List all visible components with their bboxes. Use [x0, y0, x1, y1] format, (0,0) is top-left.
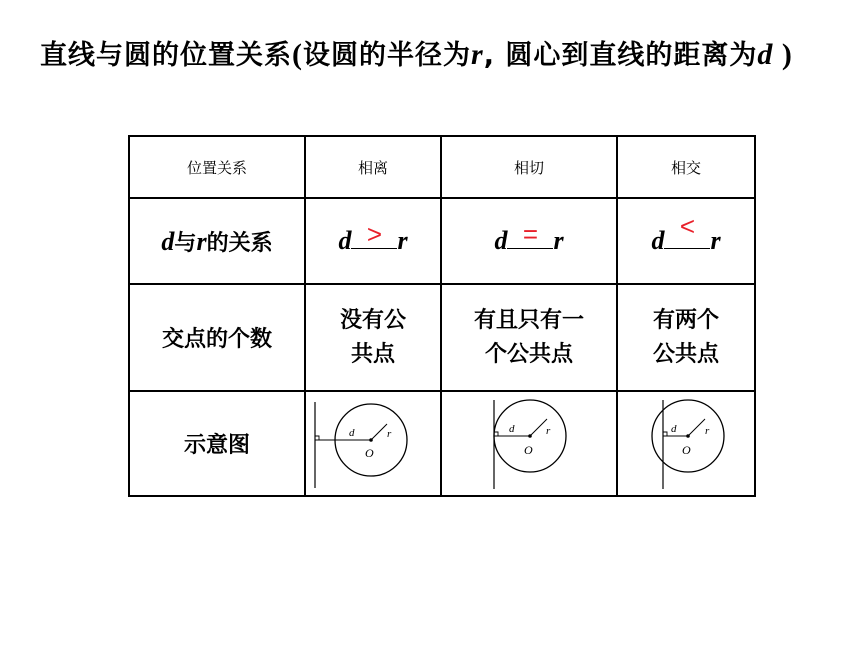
- diagram-separate: [307, 392, 439, 491]
- header-intersect: 相交: [617, 136, 755, 198]
- symbol-equal: =: [522, 219, 539, 249]
- svg-text:r: r: [387, 428, 392, 440]
- svg-text:r: r: [546, 425, 551, 437]
- relation-row: [129, 198, 755, 284]
- svg-text:d: d: [509, 423, 515, 435]
- diagram-row: [129, 391, 755, 496]
- position-relation-table: [128, 135, 756, 497]
- svg-text:O: O: [524, 443, 533, 457]
- symbol-less: <: [679, 211, 696, 241]
- relation-cell-separate: d > r: [305, 198, 441, 284]
- title-text-2: 设圆的半径为: [303, 40, 471, 71]
- title-var-d: d: [757, 38, 774, 71]
- intersection-cell-tangent: 有且只有一 个公共点: [441, 284, 617, 391]
- header-separate: 相离: [305, 136, 441, 198]
- table-header-row: [129, 136, 755, 198]
- svg-text:d: d: [349, 427, 355, 439]
- title-paren-close: ): [773, 38, 793, 71]
- intersection-row-label: 交点的个数: [129, 284, 305, 391]
- diagram-intersect: [619, 392, 753, 491]
- diagram-row-label: 示意图: [129, 391, 305, 496]
- diagram-cell-separate: [305, 391, 441, 496]
- relation-row-label: d与r的关系: [129, 198, 305, 284]
- diagram-cell-tangent: [441, 391, 617, 496]
- svg-text:d: d: [671, 423, 677, 435]
- intersection-row: [129, 284, 755, 391]
- header-position: 位置关系: [129, 136, 305, 198]
- symbol-greater: >: [366, 219, 383, 249]
- title-var-r: r: [471, 38, 484, 71]
- title-paren-open: (: [292, 38, 303, 71]
- header-tangent: 相切: [441, 136, 617, 198]
- relation-cell-intersect: d < r: [617, 198, 755, 284]
- relation-cell-tangent: d = r: [441, 198, 617, 284]
- diagram-tangent: [443, 392, 615, 491]
- intersection-cell-separate: 没有公 共点: [305, 284, 441, 391]
- intersection-cell-intersect: 有两个 公共点: [617, 284, 755, 391]
- svg-text:O: O: [682, 443, 691, 457]
- slide-title: [40, 30, 830, 81]
- title-text-1: 直线与圆的位置关系: [40, 40, 292, 71]
- title-text-3: , 圆心到直线的距离为: [483, 40, 758, 71]
- diagram-cell-intersect: [617, 391, 755, 496]
- svg-text:r: r: [705, 425, 710, 437]
- svg-text:O: O: [365, 446, 374, 460]
